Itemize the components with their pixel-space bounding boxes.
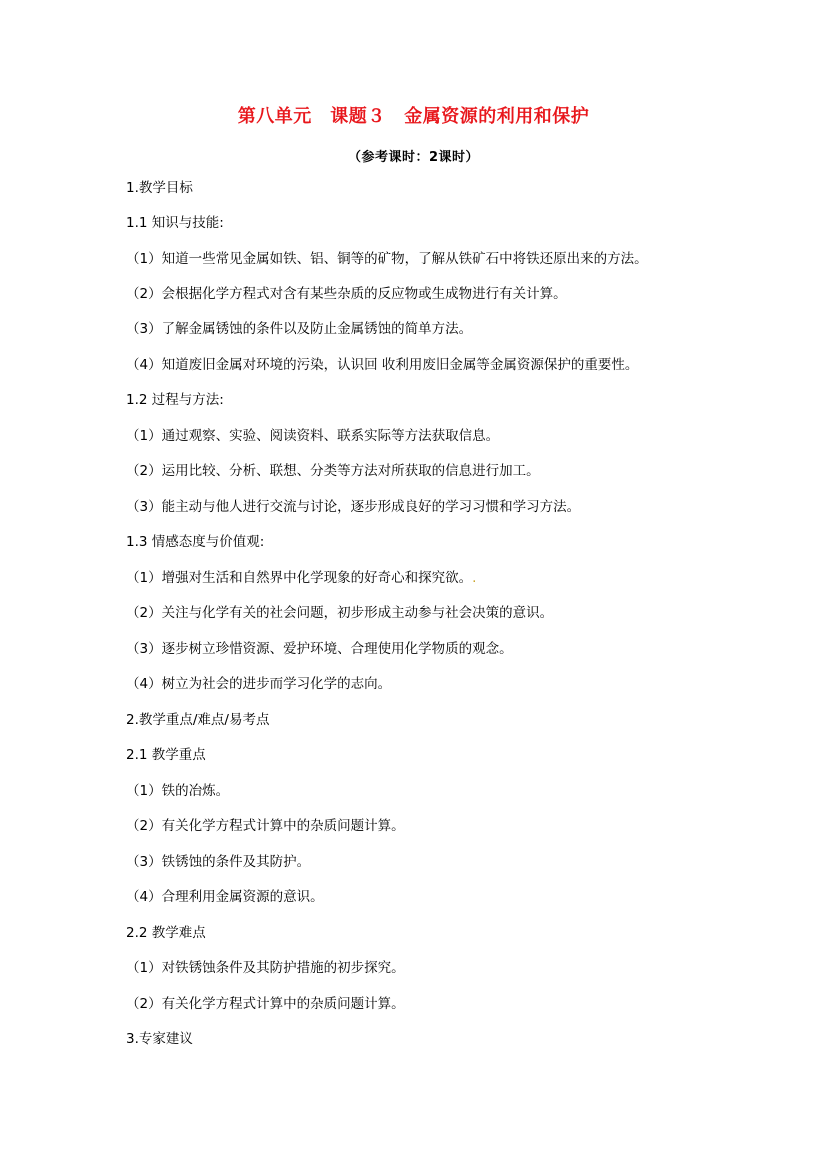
- list-item: （1）知道一些常见金属如铁、铝、铜等的矿物，了解从铁矿石中将铁还原出来的方法。: [126, 251, 648, 267]
- list-item: （3）能主动与他人进行交流与讨论，逐步形成良好的学习习惯和学习方法。: [126, 499, 581, 515]
- list-item: （2）运用比较、分析、联想、分类等方法对所获取的信息进行加工。: [126, 463, 540, 479]
- stray-mark: .: [472, 570, 477, 586]
- list-item: （3）了解金属锈蚀的条件以及防止金属锈蚀的简单方法。: [126, 321, 473, 337]
- list-item: （3）铁锈蚀的条件及其防护。: [126, 854, 311, 870]
- list-item: （4）知道废旧金属对环境的污染，认识回 收利用废旧金属等金属资源保护的重要性。: [126, 357, 639, 373]
- list-item-text: （1）增强对生活和自然界中化学现象的好奇心和探究欲。: [126, 570, 473, 586]
- subsection-heading: 1.3 情感态度与价值观:: [126, 534, 265, 550]
- subsection-heading: 1.1 知识与技能:: [126, 215, 224, 231]
- section-heading: 2.教学重点/难点/易考点: [126, 712, 270, 728]
- subsection-heading: 2.1 教学重点: [126, 747, 206, 763]
- list-item: （3）逐步树立珍惜资源、爱护环境、合理使用化学物质的观念。: [126, 641, 513, 657]
- list-item: （2）关注与化学有关的社会问题，初步形成主动参与社会决策的意识。: [126, 605, 554, 621]
- list-item: （1）铁的冶炼。: [126, 783, 230, 799]
- list-item: （1）通过观察、实验、阅读资料、联系实际等方法获取信息。: [126, 428, 500, 444]
- section-heading: 1.教学目标: [126, 180, 193, 196]
- subsection-heading: 1.2 过程与方法:: [126, 392, 224, 408]
- list-item: （2）会根据化学方程式对含有某些杂质的反应物或生成物进行有关计算。: [126, 286, 567, 302]
- list-item: （1）对铁锈蚀条件及其防护措施的初步探究。: [126, 960, 405, 976]
- list-item: （4）树立为社会的进步而学习化学的志向。: [126, 676, 392, 692]
- section-heading: 3.专家建议: [126, 1031, 193, 1047]
- document-subtitle: （参考课时：2课时）: [347, 150, 480, 165]
- list-item: （2）有关化学方程式计算中的杂质问题计算。: [126, 996, 405, 1012]
- subsection-heading: 2.2 教学难点: [126, 925, 206, 941]
- document-title: 第八单元 课题３ 金属资源的利用和保护: [237, 106, 590, 127]
- list-item: （2）有关化学方程式计算中的杂质问题计算。: [126, 818, 405, 834]
- list-item: [126, 569, 476, 587]
- list-item: （4）合理利用金属资源的意识。: [126, 889, 324, 905]
